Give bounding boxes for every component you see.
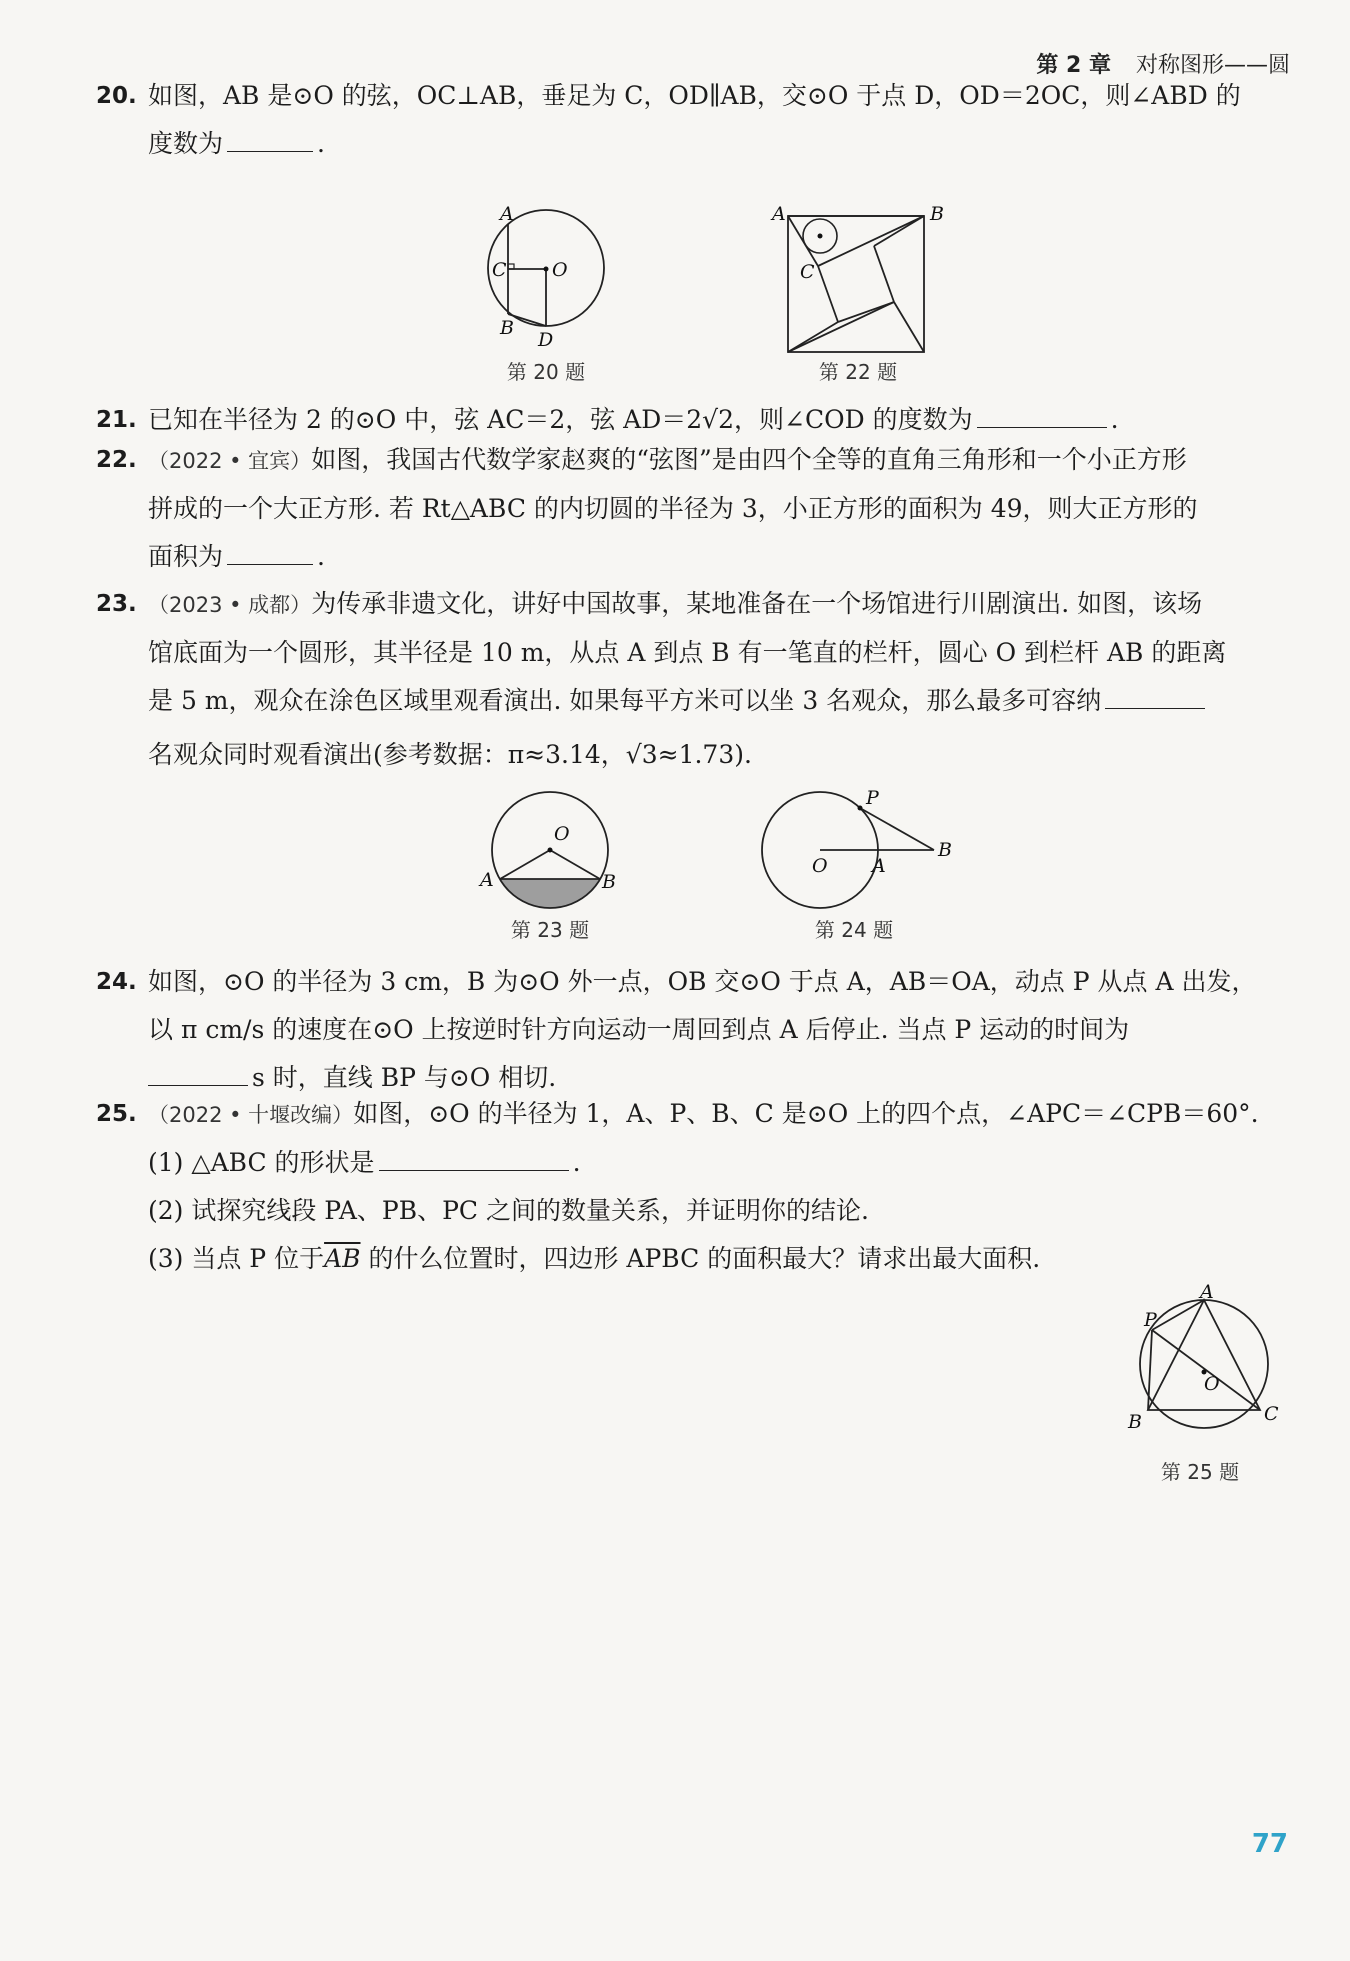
label-o: O bbox=[812, 855, 828, 877]
figure-25 bbox=[1124, 1284, 1294, 1444]
question-text: 名观众同时观看演出(参考数据：π≈3.14，√3≈1.73). bbox=[148, 740, 752, 769]
label-a: A bbox=[772, 203, 786, 225]
question-text-end: . bbox=[317, 129, 325, 158]
center-point bbox=[544, 267, 549, 272]
question-text-end: . bbox=[1110, 405, 1119, 434]
figure-25-caption: 第 25 题 bbox=[1160, 1460, 1240, 1484]
label-b: B bbox=[930, 203, 944, 225]
question-text-end: . bbox=[317, 542, 325, 571]
chapter-label: 第 2 章 bbox=[1036, 53, 1111, 78]
answer-blank[interactable] bbox=[227, 121, 313, 152]
figure-23-caption: 第 23 题 bbox=[510, 918, 590, 942]
page-number: 77 bbox=[1251, 1829, 1288, 1859]
inner-line-5 bbox=[818, 266, 838, 322]
question-text: 已知在半径为 2 的⊙O 中，弦 AC＝2，弦 AD＝2√2，则∠COD 的度数为 bbox=[148, 405, 973, 434]
label-c: C bbox=[800, 261, 815, 283]
question-part-2: (2) 试探究线段 PA、PB、PC 之间的数量关系，并证明你的结论. bbox=[148, 1196, 869, 1225]
inner-line-7 bbox=[838, 302, 894, 322]
label-b: B bbox=[500, 317, 514, 339]
point-p bbox=[858, 806, 863, 811]
question-part-3: (3) 当点 P 位于 bbox=[148, 1244, 325, 1273]
question-text: s 时，直线 BP 与⊙O 相切. bbox=[252, 1063, 557, 1092]
circle-o bbox=[1140, 1300, 1268, 1428]
question-20 bbox=[96, 72, 1292, 168]
question-text: 是 5 m，观众在涂色区域里观看演出. 如果每平方米可以坐 3 名观众，那么最多可容纳 bbox=[148, 686, 1102, 715]
label-a: A bbox=[1200, 1284, 1214, 1303]
big-square bbox=[788, 216, 924, 352]
question-number: 24. bbox=[96, 969, 137, 995]
label-a: A bbox=[500, 203, 514, 225]
question-text: 如图，AB 是⊙O 的弦，OC⊥AB，垂足为 C，OD∥AB，交⊙O 于点 D，OD＝2OC，则∠ABD 的 bbox=[148, 81, 1241, 110]
label-a: A bbox=[480, 869, 494, 891]
figure-20-caption: 第 20 题 bbox=[506, 360, 586, 384]
question-source: （2022 • 宜宾） bbox=[148, 449, 312, 473]
inner-line-6 bbox=[788, 322, 838, 352]
question-number: 25. bbox=[96, 1101, 137, 1127]
label-o: O bbox=[1204, 1373, 1220, 1395]
question-22 bbox=[96, 436, 1292, 581]
label-d: D bbox=[538, 329, 554, 351]
question-23 bbox=[96, 580, 1292, 779]
question-text: 如图，我国古代数学家赵爽的“弦图”是由四个全等的直角三角形和一个小正方形 bbox=[311, 445, 1187, 474]
label-b: B bbox=[1128, 1411, 1142, 1433]
leg-cb bbox=[818, 216, 924, 266]
figure-22-caption: 第 22 题 bbox=[818, 360, 898, 384]
question-text: 如图，⊙O 的半径为 1，A、P、B、C 是⊙O 上的四个点，∠APC＝∠CPB＝60°. bbox=[353, 1099, 1259, 1128]
question-number: 20. bbox=[96, 83, 137, 109]
label-o: O bbox=[552, 259, 568, 281]
figure-22 bbox=[764, 200, 964, 356]
inner-line-1 bbox=[874, 216, 924, 246]
question-source: （2023 • 成都） bbox=[148, 593, 312, 617]
question-25 bbox=[96, 1090, 1292, 1283]
answer-blank[interactable] bbox=[379, 1140, 569, 1171]
figure-24-caption: 第 24 题 bbox=[814, 918, 894, 942]
question-text: 为传承非遗文化，讲好中国故事，某地准备在一个场馆进行川剧演出. 如图，该场 bbox=[311, 589, 1203, 618]
inner-line-3 bbox=[894, 302, 924, 352]
label-p: P bbox=[866, 788, 879, 809]
label-o: O bbox=[554, 823, 570, 845]
figure-24 bbox=[748, 788, 968, 912]
label-c: C bbox=[1264, 1403, 1279, 1425]
inner-line-2 bbox=[874, 246, 894, 302]
incircle-center bbox=[818, 234, 823, 239]
label-p: P bbox=[1144, 1309, 1157, 1331]
answer-blank[interactable] bbox=[977, 397, 1107, 428]
center-point bbox=[548, 848, 553, 853]
question-text: 馆底面为一个圆形，其半径是 10 m，从点 A 到点 B 有一笔直的栏杆，圆心 O 到栏杆 AB 的距离 bbox=[148, 638, 1227, 667]
question-part-3-rest: 的什么位置时，四边形 APBC 的面积最大？请求出最大面积. bbox=[360, 1244, 1041, 1273]
question-number: 23. bbox=[96, 591, 137, 617]
segment-pb bbox=[860, 808, 934, 850]
question-number: 21. bbox=[96, 407, 137, 433]
question-text: 面积为 bbox=[148, 542, 224, 571]
question-part-1: (1) △ABC 的形状是 bbox=[148, 1148, 375, 1177]
figure-20 bbox=[478, 200, 618, 352]
question-text: 拼成的一个大正方形. 若 Rt△ABC 的内切圆的半径为 3，小正方形的面积为 49，则大正方形的 bbox=[148, 494, 1198, 523]
answer-blank[interactable] bbox=[148, 1055, 248, 1086]
radius-ob bbox=[550, 850, 600, 879]
arc-ab: $\overline{AB}$ bbox=[324, 1244, 361, 1273]
label-a: A bbox=[872, 855, 886, 877]
radius-oa bbox=[500, 850, 550, 879]
inner-line-4 bbox=[788, 302, 894, 352]
label-b: B bbox=[602, 871, 616, 893]
figure-23 bbox=[476, 788, 626, 912]
label-c: C bbox=[492, 259, 507, 281]
answer-blank[interactable] bbox=[1105, 678, 1205, 709]
question-24 bbox=[96, 958, 1292, 1102]
question-source: （2022 • 十堰改编） bbox=[148, 1103, 354, 1127]
question-text: 以 π cm/s 的速度在⊙O 上按逆时针方向运动一周回到点 A 后停止. 当点 P 运动的时间为 bbox=[148, 1015, 1130, 1044]
chapter-title: 对称图形——圆 bbox=[1135, 53, 1290, 78]
label-b: B bbox=[938, 839, 952, 861]
question-text: 如图，⊙O 的半径为 3 cm，B 为⊙O 外一点，OB 交⊙O 于点 A，AB＝OA，动点 P 从点 A 出发， bbox=[148, 967, 1257, 996]
answer-blank[interactable] bbox=[227, 534, 313, 565]
question-text: 度数为 bbox=[148, 129, 224, 158]
question-text-end: . bbox=[572, 1148, 581, 1177]
question-number: 22. bbox=[96, 447, 137, 473]
